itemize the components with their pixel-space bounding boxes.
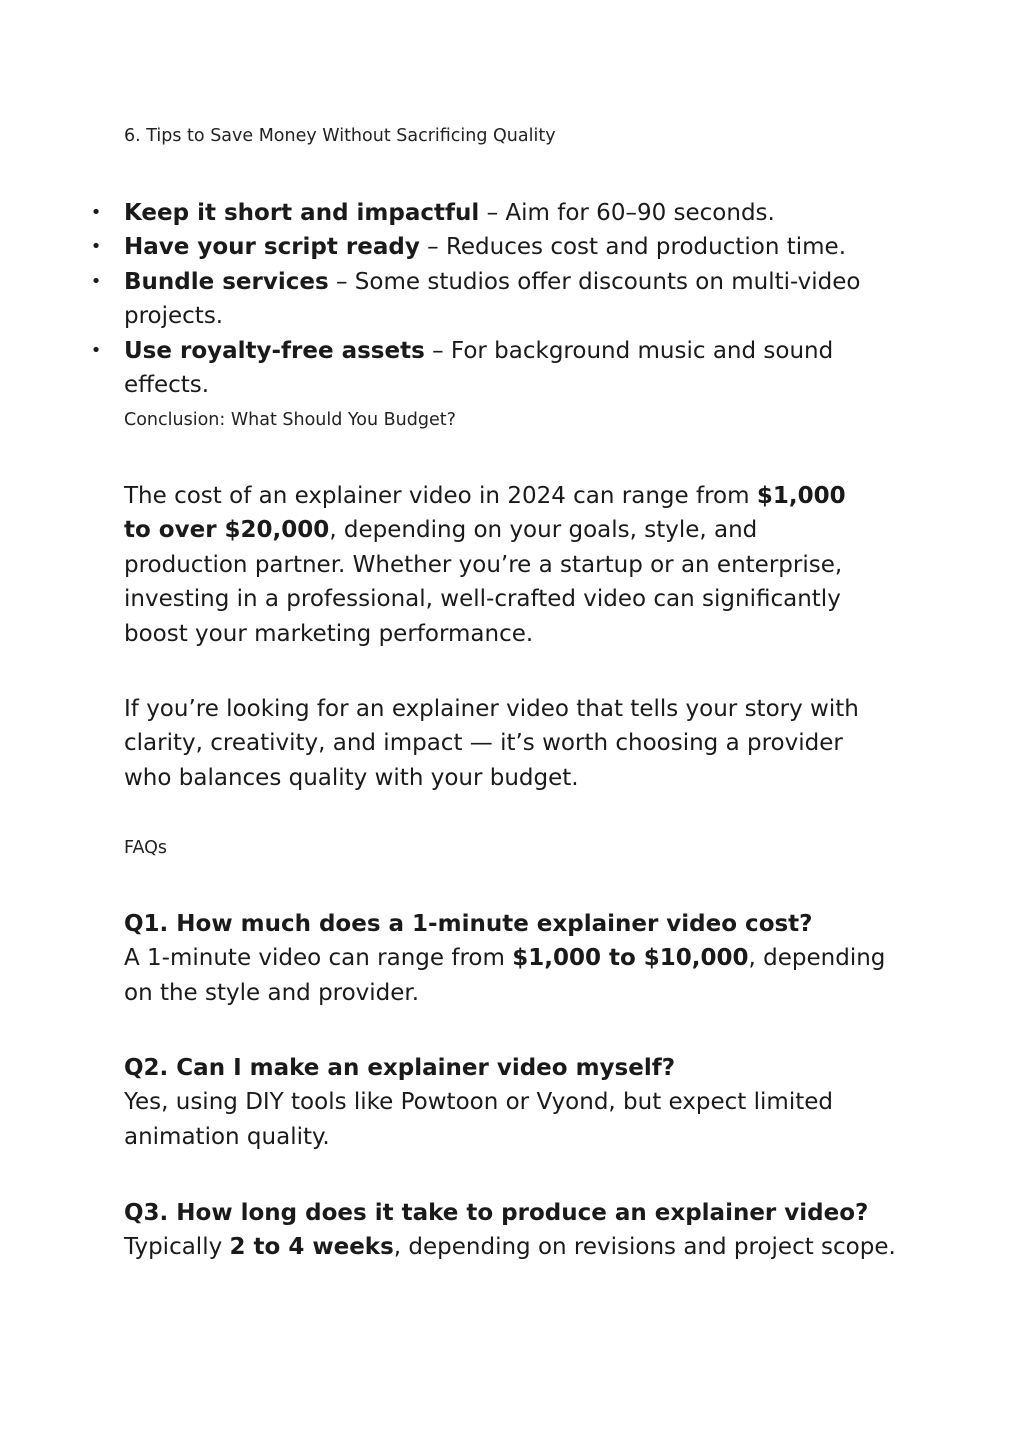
conclusion-paragraph-1 [124, 479, 869, 651]
faq-question: Q3. How long does it take to produce an explainer video? [124, 1200, 869, 1226]
list-item [90, 265, 864, 334]
tip-title: Use royalty-free assets [124, 337, 425, 364]
section-heading-faqs: FAQs [124, 838, 168, 858]
bullet-icon: • [90, 236, 102, 258]
paragraph-text: The cost of an explainer video in 2024 can range from [124, 483, 757, 509]
faq-answer [124, 941, 914, 1010]
answer-text: , depending on revisions and project scope. [393, 1234, 896, 1261]
tip-title: Bundle services [124, 268, 329, 295]
answer-text: , depending on the style and provider. [124, 945, 886, 1006]
faq-answer: Yes, using DIY tools like Powtoon or Vyond, but expect limited animation quality. [124, 1089, 833, 1150]
section-heading-conclusion: Conclusion: What Should You Budget? [124, 410, 456, 430]
section-heading-tips: 6. Tips to Save Money Without Sacrificing Quality [124, 126, 556, 146]
bullet-icon: • [90, 270, 102, 292]
tip-text: – Reduces cost and production time. [419, 234, 847, 261]
faq-item-2 [124, 1051, 864, 1154]
list-item [90, 196, 914, 230]
faq-question: Q1. How much does a 1-minute explainer video cost? [124, 911, 813, 937]
bullet-icon: • [90, 202, 102, 223]
tip-text: – Some studios offer discounts on multi-video projects. [124, 268, 861, 330]
faq-item-3 [124, 1196, 914, 1265]
tip-title: Have your script ready [124, 234, 420, 261]
bullet-icon: • [90, 339, 102, 361]
conclusion-paragraph-2: If you’re looking for an explainer video that tells your story with clarity, creativity, and impact — it’s worth choosing a provider who balances quality with your budget. [124, 696, 859, 791]
answer-duration: 2 to 4 weeks [229, 1234, 394, 1261]
tip-text: – Aim for 60–90 seconds. [479, 200, 775, 226]
faq-answer [124, 1230, 914, 1264]
tip-title: Keep it short and impactful [124, 200, 480, 226]
list-item [90, 230, 914, 264]
list-item [90, 334, 914, 403]
faq-question: Q2. Can I make an explainer video myself? [124, 1055, 676, 1081]
tip-text: – For background music and sound effects. [124, 337, 834, 399]
answer-price-range: $1,000 to $10,000 [512, 945, 749, 972]
faq-item-1 [124, 907, 914, 1010]
budget-range: $1,000 to over $20,000 [124, 483, 846, 544]
answer-text: A 1-minute video can range from [124, 945, 513, 972]
paragraph-text: , depending on your goals, style, and production partner. Whether you’re a startup or an enterprise, investing in a professional, well-crafted video can significantly boost your marketing performance. [124, 517, 843, 647]
tips-list [90, 196, 914, 402]
answer-text: Typically [124, 1234, 230, 1261]
